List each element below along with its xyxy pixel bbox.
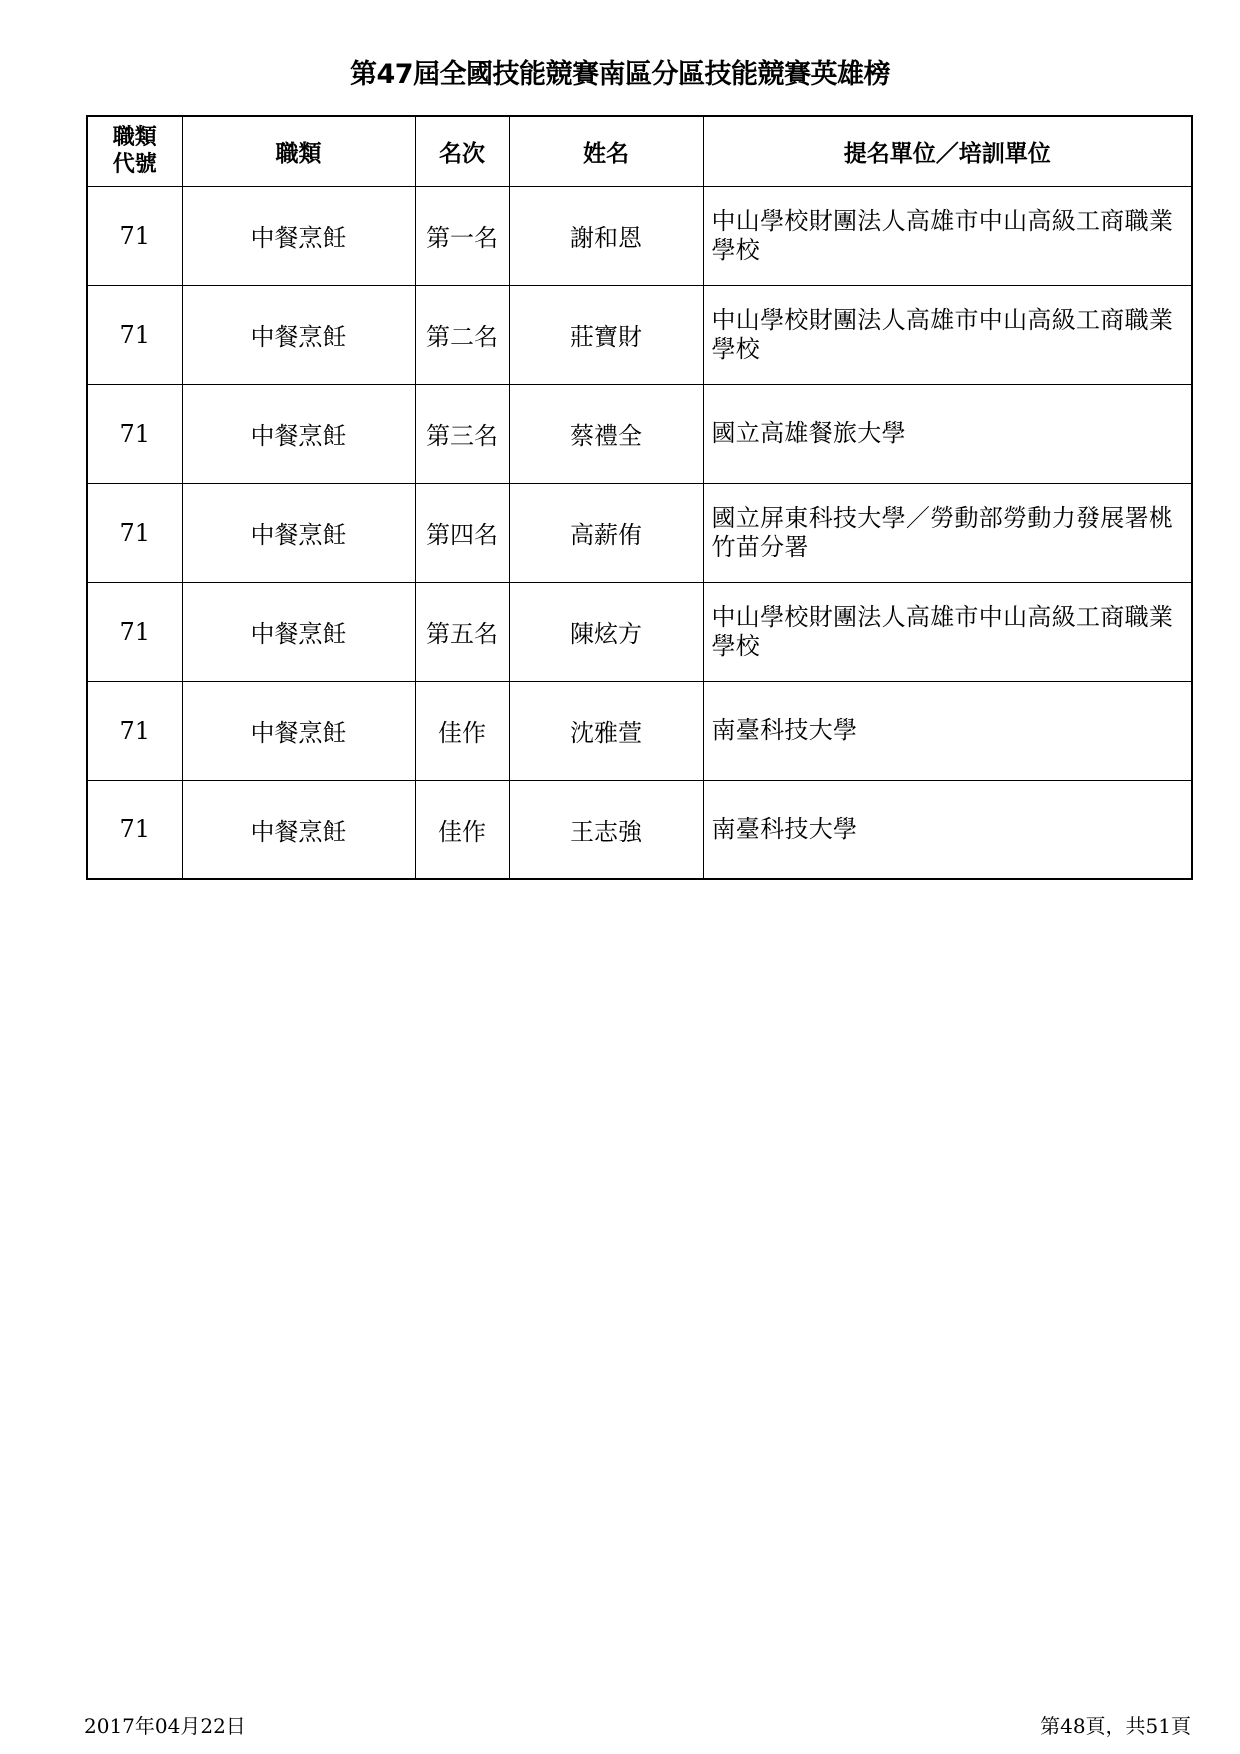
cell-code: 71	[87, 285, 182, 384]
cell-category: 中餐烹飪	[182, 384, 415, 483]
cell-code: 71	[87, 780, 182, 879]
header-unit: 提名單位／培訓單位	[703, 116, 1192, 186]
table-header-row	[87, 116, 1192, 186]
cell-code: 71	[87, 582, 182, 681]
winners-table	[86, 115, 1193, 880]
cell-unit: 中山學校財團法人高雄市中山高級工商職業學校	[703, 582, 1192, 681]
cell-category: 中餐烹飪	[182, 186, 415, 285]
footer-page-number: 第48頁，共51頁	[1040, 1714, 1191, 1738]
cell-category: 中餐烹飪	[182, 681, 415, 780]
cell-rank: 第四名	[415, 483, 509, 582]
cell-unit: 國立高雄餐旅大學	[703, 384, 1192, 483]
cell-name: 高薪侑	[509, 483, 703, 582]
cell-rank: 佳作	[415, 780, 509, 879]
cell-rank: 第五名	[415, 582, 509, 681]
cell-category: 中餐烹飪	[182, 285, 415, 384]
cell-rank: 第一名	[415, 186, 509, 285]
cell-unit: 南臺科技大學	[703, 780, 1192, 879]
cell-code: 71	[87, 384, 182, 483]
cell-category: 中餐烹飪	[182, 780, 415, 879]
cell-unit: 南臺科技大學	[703, 681, 1192, 780]
cell-name: 謝和恩	[509, 186, 703, 285]
header-code	[87, 116, 182, 186]
cell-rank: 第三名	[415, 384, 509, 483]
cell-unit: 中山學校財團法人高雄市中山高級工商職業學校	[703, 285, 1192, 384]
table-row	[87, 483, 1192, 582]
header-name: 姓名	[509, 116, 703, 186]
cell-unit: 中山學校財團法人高雄市中山高級工商職業學校	[703, 186, 1192, 285]
table-row	[87, 285, 1192, 384]
header-code-line1: 職類	[112, 125, 157, 151]
cell-name: 蔡禮全	[509, 384, 703, 483]
cell-code: 71	[87, 681, 182, 780]
page-title: 第47屆全國技能競賽南區分區技能競賽英雄榜	[349, 59, 891, 90]
cell-unit: 國立屏東科技大學／勞動部勞動力發展署桃竹苗分署	[703, 483, 1192, 582]
header-category: 職類	[182, 116, 415, 186]
cell-name: 陳炫方	[509, 582, 703, 681]
footer-date: 2017年04月22日	[84, 1714, 246, 1738]
table-row	[87, 681, 1192, 780]
table-row	[87, 780, 1192, 879]
cell-rank: 佳作	[415, 681, 509, 780]
cell-code: 71	[87, 483, 182, 582]
header-code-line2: 代號	[112, 152, 157, 178]
cell-category: 中餐烹飪	[182, 582, 415, 681]
cell-name: 莊寶財	[509, 285, 703, 384]
cell-name: 王志強	[509, 780, 703, 879]
cell-code: 71	[87, 186, 182, 285]
cell-category: 中餐烹飪	[182, 483, 415, 582]
header-rank: 名次	[415, 116, 509, 186]
cell-name: 沈雅萱	[509, 681, 703, 780]
cell-rank: 第二名	[415, 285, 509, 384]
table-row	[87, 186, 1192, 285]
table-row	[87, 384, 1192, 483]
table-row	[87, 582, 1192, 681]
